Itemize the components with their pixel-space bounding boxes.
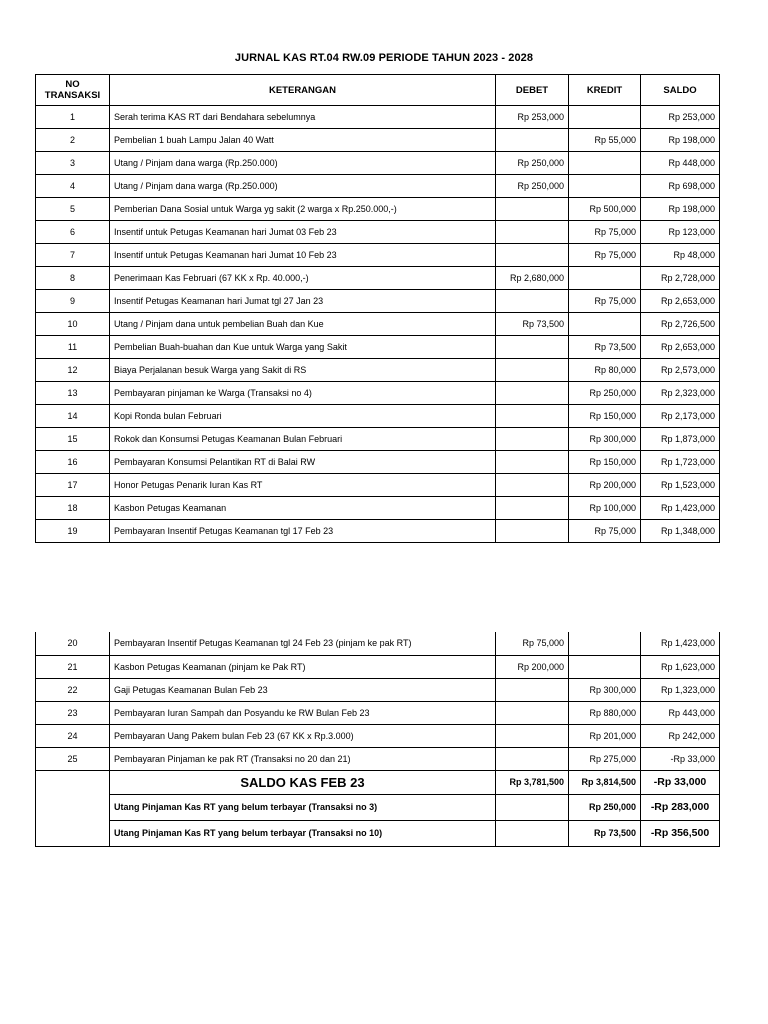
saldo-value: Rp 1,423,000: [641, 497, 720, 520]
debet-value: [496, 290, 569, 313]
saldo-value: Rp 1,623,000: [641, 655, 720, 678]
transaction-no: 3: [36, 152, 110, 175]
saldo-value: Rp 1,723,000: [641, 451, 720, 474]
transaction-no: 8: [36, 267, 110, 290]
kredit-value: [569, 175, 641, 198]
debet-value: [496, 359, 569, 382]
header-kredit: KREDIT: [569, 75, 641, 106]
saldo-value: Rp 198,000: [641, 129, 720, 152]
transaction-no: 15: [36, 428, 110, 451]
kredit-value: Rp 75,000: [569, 244, 641, 267]
saldo-value: Rp 48,000: [641, 244, 720, 267]
utang1-label: Utang Pinjaman Kas RT yang belum terbayar (Transaksi no 3): [110, 794, 496, 820]
table-row: [36, 724, 720, 747]
transaction-description: Honor Petugas Penarik Iuran Kas RT: [110, 474, 496, 497]
debet-value: Rp 250,000: [496, 152, 569, 175]
table-row: [36, 244, 720, 267]
transaction-description: Kasbon Petugas Keamanan: [110, 497, 496, 520]
kredit-value: Rp 80,000: [569, 359, 641, 382]
table-row: [36, 701, 720, 724]
kredit-value: Rp 300,000: [569, 678, 641, 701]
table-row: [36, 313, 720, 336]
header-keterangan: KETERANGAN: [110, 75, 496, 106]
debet-value: [496, 701, 569, 724]
debet-value: [496, 497, 569, 520]
utang1-debet: [496, 794, 569, 820]
table-row: [36, 678, 720, 701]
total-kredit: Rp 3,814,500: [569, 770, 641, 794]
utang1-saldo: -Rp 283,000: [641, 794, 720, 820]
debet-value: [496, 405, 569, 428]
kredit-value: Rp 100,000: [569, 497, 641, 520]
transaction-no: 13: [36, 382, 110, 405]
transaction-description: Pembayaran Insentif Petugas Keamanan tgl 24 Feb 23 (pinjam ke pak RT): [110, 632, 496, 655]
table-row: [36, 267, 720, 290]
total-debet: Rp 3,781,500: [496, 770, 569, 794]
transaction-no: 21: [36, 655, 110, 678]
utang-row-2: [36, 820, 720, 846]
kredit-value: Rp 250,000: [569, 382, 641, 405]
debet-value: [496, 428, 569, 451]
kredit-value: Rp 880,000: [569, 701, 641, 724]
table-row: [36, 175, 720, 198]
saldo-value: Rp 198,000: [641, 198, 720, 221]
table-row: [36, 520, 720, 543]
saldo-value: Rp 2,573,000: [641, 359, 720, 382]
kredit-value: [569, 313, 641, 336]
debet-value: [496, 382, 569, 405]
transaction-no: 17: [36, 474, 110, 497]
table-row: [36, 198, 720, 221]
transaction-description: Penerimaan Kas Februari (67 KK x Rp. 40.000,-): [110, 267, 496, 290]
kredit-value: Rp 500,000: [569, 198, 641, 221]
transaction-description: Insentif Petugas Keamanan hari Jumat tgl 27 Jan 23: [110, 290, 496, 313]
saldo-value: -Rp 33,000: [641, 770, 720, 794]
journal-table-page2: [35, 632, 720, 847]
table-row: [36, 451, 720, 474]
table-row: [36, 336, 720, 359]
saldo-value: Rp 443,000: [641, 701, 720, 724]
table-body-page2: [36, 632, 720, 770]
table-body-page1: [36, 106, 720, 543]
table-row: [36, 632, 720, 655]
kredit-value: [569, 632, 641, 655]
kredit-value: Rp 275,000: [569, 747, 641, 770]
debet-value: [496, 129, 569, 152]
saldo-row: [36, 770, 720, 794]
saldo-value: Rp 448,000: [641, 152, 720, 175]
transaction-description: Pembayaran Iuran Sampah dan Posyandu ke RW Bulan Feb 23: [110, 701, 496, 724]
debet-value: [496, 474, 569, 497]
kredit-value: [569, 106, 641, 129]
transaction-no: 5: [36, 198, 110, 221]
table-row: [36, 290, 720, 313]
saldo-value: -Rp 33,000: [641, 747, 720, 770]
utang-row-1: [36, 794, 720, 820]
debet-value: [496, 724, 569, 747]
table-row: [36, 152, 720, 175]
summary-blank-cell: [36, 770, 110, 846]
utang2-label: Utang Pinjaman Kas RT yang belum terbayar (Transaksi no 10): [110, 820, 496, 846]
transaction-no: 18: [36, 497, 110, 520]
journal-table-page1: [35, 74, 720, 543]
transaction-description: Pembayaran Uang Pakem bulan Feb 23 (67 KK x Rp.3.000): [110, 724, 496, 747]
transaction-description: Insentif untuk Petugas Keamanan hari Jumat 10 Feb 23: [110, 244, 496, 267]
transaction-no: 7: [36, 244, 110, 267]
saldo-label: SALDO KAS FEB 23: [110, 770, 496, 794]
transaction-no: 4: [36, 175, 110, 198]
transaction-description: Utang / Pinjam dana untuk pembelian Buah dan Kue: [110, 313, 496, 336]
saldo-value: Rp 2,653,000: [641, 290, 720, 313]
saldo-value: Rp 2,323,000: [641, 382, 720, 405]
saldo-value: Rp 1,348,000: [641, 520, 720, 543]
table-row: [36, 129, 720, 152]
kredit-value: Rp 200,000: [569, 474, 641, 497]
transaction-description: Pembayaran Insentif Petugas Keamanan tgl 17 Feb 23: [110, 520, 496, 543]
kredit-value: [569, 152, 641, 175]
kredit-value: Rp 75,000: [569, 290, 641, 313]
transaction-description: Pembayaran pinjaman ke Warga (Transaksi no 4): [110, 382, 496, 405]
utang1-kredit: Rp 250,000: [569, 794, 641, 820]
debet-value: [496, 198, 569, 221]
saldo-value: Rp 1,323,000: [641, 678, 720, 701]
header-no-label: NO TRANSAKSI: [44, 79, 101, 101]
kredit-value: Rp 150,000: [569, 451, 641, 474]
transaction-description: Pembelian 1 buah Lampu Jalan 40 Watt: [110, 129, 496, 152]
kredit-value: Rp 75,000: [569, 221, 641, 244]
transaction-no: 20: [36, 632, 110, 655]
table-row: [36, 474, 720, 497]
transaction-description: Utang / Pinjam dana warga (Rp.250.000): [110, 175, 496, 198]
saldo-value: Rp 2,653,000: [641, 336, 720, 359]
table-row: [36, 359, 720, 382]
debet-value: Rp 73,500: [496, 313, 569, 336]
table-row: [36, 106, 720, 129]
transaction-no: 25: [36, 747, 110, 770]
debet-value: [496, 336, 569, 359]
transaction-no: 12: [36, 359, 110, 382]
debet-value: [496, 747, 569, 770]
table-row: [36, 497, 720, 520]
transaction-description: Kopi Ronda bulan Februari: [110, 405, 496, 428]
debet-value: [496, 451, 569, 474]
saldo-value: Rp 2,728,000: [641, 267, 720, 290]
debet-value: [496, 221, 569, 244]
transaction-description: Utang / Pinjam dana warga (Rp.250.000): [110, 152, 496, 175]
debet-value: Rp 200,000: [496, 655, 569, 678]
saldo-value: Rp 2,173,000: [641, 405, 720, 428]
kredit-value: [569, 267, 641, 290]
header-debet: DEBET: [496, 75, 569, 106]
kredit-value: Rp 73,500: [569, 336, 641, 359]
transaction-no: 9: [36, 290, 110, 313]
transaction-no: 14: [36, 405, 110, 428]
saldo-value: Rp 253,000: [641, 106, 720, 129]
transaction-description: Kasbon Petugas Keamanan (pinjam ke Pak RT): [110, 655, 496, 678]
kredit-value: Rp 75,000: [569, 520, 641, 543]
transaction-description: Pembayaran Konsumsi Pelantikan RT di Balai RW: [110, 451, 496, 474]
table-row: [36, 221, 720, 244]
table-row: [36, 655, 720, 678]
transaction-no: 23: [36, 701, 110, 724]
transaction-description: Serah terima KAS RT dari Bendahara sebelumnya: [110, 106, 496, 129]
debet-value: Rp 250,000: [496, 175, 569, 198]
transaction-description: Biaya Perjalanan besuk Warga yang Sakit di RS: [110, 359, 496, 382]
debet-value: [496, 678, 569, 701]
summary-section: [36, 770, 720, 846]
transaction-no: 16: [36, 451, 110, 474]
utang2-debet: [496, 820, 569, 846]
transaction-description: Rokok dan Konsumsi Petugas Keamanan Bulan Februari: [110, 428, 496, 451]
saldo-value: Rp 1,873,000: [641, 428, 720, 451]
saldo-value: Rp 1,423,000: [641, 632, 720, 655]
debet-value: Rp 253,000: [496, 106, 569, 129]
debet-value: [496, 520, 569, 543]
transaction-description: Pemberian Dana Sosial untuk Warga yg sakit (2 warga x Rp.250.000,-): [110, 198, 496, 221]
kredit-value: [569, 655, 641, 678]
transaction-description: Pembayaran Pinjaman ke pak RT (Transaksi no 20 dan 21): [110, 747, 496, 770]
transaction-description: Insentif untuk Petugas Keamanan hari Jumat 03 Feb 23: [110, 221, 496, 244]
transaction-no: 19: [36, 520, 110, 543]
table-row: [36, 382, 720, 405]
table-row: [36, 747, 720, 770]
header-row: [36, 75, 720, 106]
kredit-value: Rp 150,000: [569, 405, 641, 428]
debet-value: [496, 244, 569, 267]
kredit-value: Rp 55,000: [569, 129, 641, 152]
saldo-value: Rp 2,726,500: [641, 313, 720, 336]
debet-value: Rp 2,680,000: [496, 267, 569, 290]
transaction-no: 11: [36, 336, 110, 359]
transaction-no: 24: [36, 724, 110, 747]
saldo-value: Rp 242,000: [641, 724, 720, 747]
transaction-description: Pembelian Buah-buahan dan Kue untuk Warga yang Sakit: [110, 336, 496, 359]
table-row: [36, 405, 720, 428]
page-title: JURNAL KAS RT.04 RW.09 PERIODE TAHUN 2023 - 2028: [234, 52, 534, 64]
header-no: [36, 75, 110, 106]
kredit-value: Rp 300,000: [569, 428, 641, 451]
transaction-no: 10: [36, 313, 110, 336]
saldo-value: Rp 698,000: [641, 175, 720, 198]
utang2-kredit: Rp 73,500: [569, 820, 641, 846]
saldo-value: Rp 1,523,000: [641, 474, 720, 497]
utang2-saldo: -Rp 356,500: [641, 820, 720, 846]
kredit-value: Rp 201,000: [569, 724, 641, 747]
debet-value: Rp 75,000: [496, 632, 569, 655]
transaction-no: 22: [36, 678, 110, 701]
saldo-value: Rp 123,000: [641, 221, 720, 244]
transaction-no: 6: [36, 221, 110, 244]
transaction-description: Gaji Petugas Keamanan Bulan Feb 23: [110, 678, 496, 701]
table-row: [36, 428, 720, 451]
header-saldo: SALDO: [641, 75, 720, 106]
transaction-no: 1: [36, 106, 110, 129]
transaction-no: 2: [36, 129, 110, 152]
